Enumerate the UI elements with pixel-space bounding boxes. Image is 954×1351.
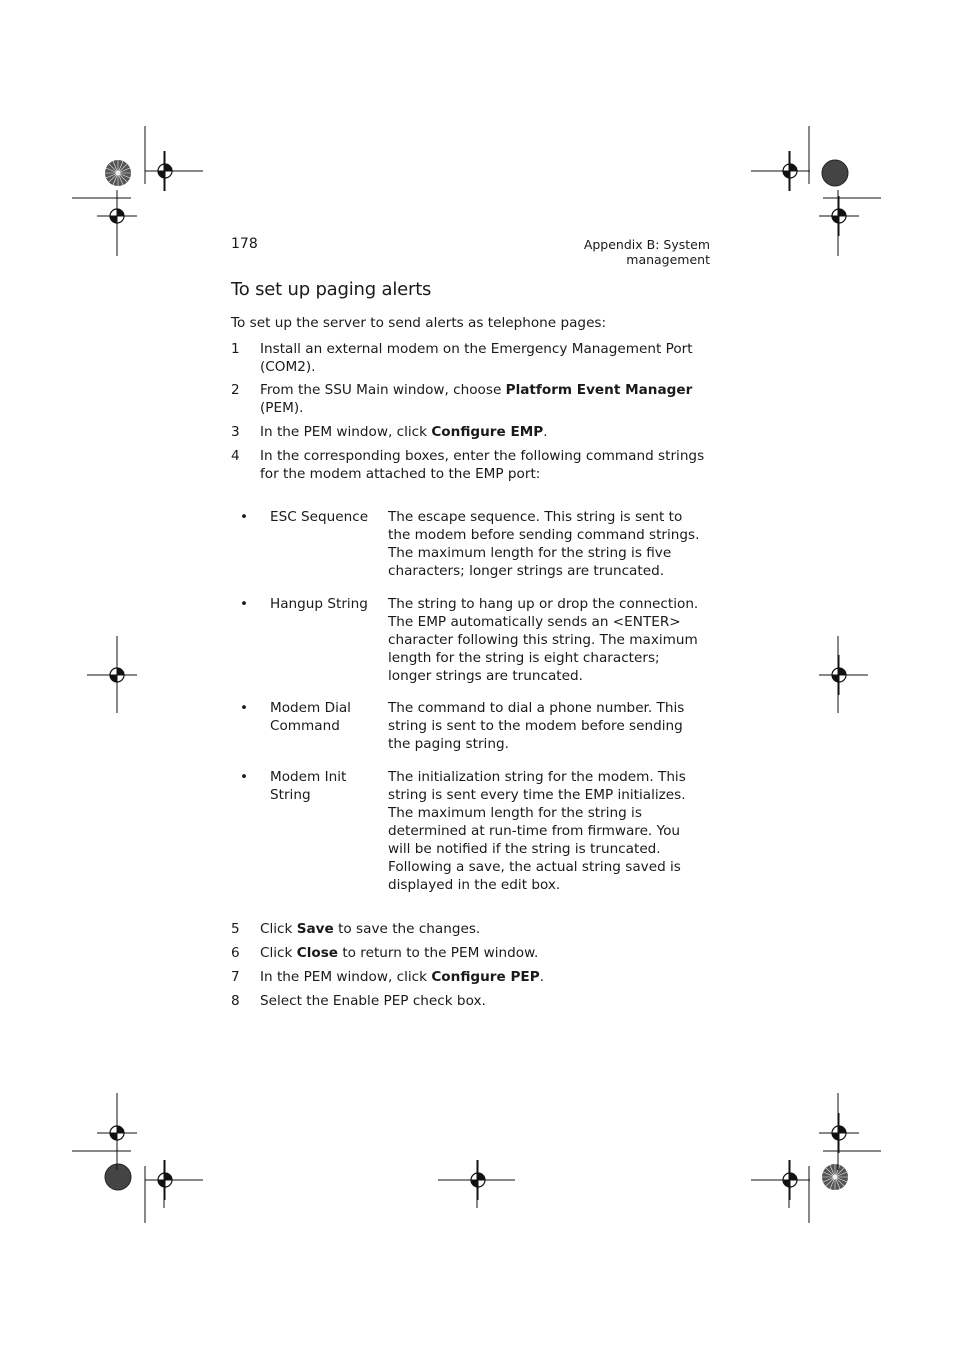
ui-term: Configure EMP	[431, 424, 544, 440]
step-number: 8	[231, 993, 240, 1009]
step-text: In the PEM window, click Configure EMP.	[260, 424, 548, 440]
step-text: From the SSU Main window, choose Platform Event Manager (PEM).	[260, 382, 693, 416]
section-heading: To set up paging alerts	[231, 279, 432, 300]
ui-term: Configure PEP	[431, 969, 540, 985]
step-number: 2	[231, 382, 240, 398]
step-number: 7	[231, 969, 240, 985]
ui-term: Close	[296, 945, 339, 961]
bullet: •	[240, 700, 249, 716]
page-number: 178	[231, 236, 258, 252]
step-number: 3	[231, 424, 240, 440]
intro-paragraph: To set up the server to send alerts as telephone pages:	[231, 315, 607, 331]
running-head: Appendix B: System management	[583, 237, 710, 267]
step-number: 6	[231, 945, 240, 961]
option-description: The command to dial a phone number. This string is sent to the modem before sending the paging string.	[388, 700, 685, 752]
option-description: The string to hang up or drop the connection. The EMP automatically sends an <ENTER> character following this string. The maximum length for the string is eight characters; longer strings are truncated.	[388, 596, 699, 684]
option-name: Modem Init String	[270, 769, 347, 803]
bullet: •	[240, 769, 249, 785]
registration-mark	[819, 196, 859, 236]
color-bar-mark-top-left	[105, 160, 131, 186]
step-text: In the corresponding boxes, enter the following command strings for the modem attached to the EMP port:	[260, 448, 705, 482]
step-text: In the PEM window, click Configure PEP.	[260, 969, 545, 985]
ui-term: Save	[296, 921, 334, 937]
step-text: Select the Enable PEP check box.	[260, 993, 486, 1009]
ui-term: Platform Event Manager	[505, 382, 693, 398]
option-description: The escape sequence. This string is sent to the modem before sending command strings. The maximum length for the string is five characters; longer strings are truncated.	[388, 509, 700, 579]
step-number: 4	[231, 448, 240, 464]
color-bar-mark-top-right	[822, 160, 848, 186]
option-name: Hangup String	[270, 596, 368, 612]
step-text: Click Close to return to the PEM window.	[260, 945, 539, 961]
step-number: 5	[231, 921, 240, 937]
registration-mark	[819, 1113, 859, 1153]
color-bar-mark-bottom-right	[822, 1164, 848, 1190]
color-bar-mark-bottom-left	[105, 1164, 131, 1190]
step-text: Click Save to save the changes.	[260, 921, 481, 937]
step-number: 1	[231, 341, 240, 357]
option-name: Modem Dial Command	[270, 700, 351, 734]
step-text: Install an external modem on the Emergency Management Port (COM2).	[260, 341, 693, 375]
option-description: The initialization string for the modem. This string is sent every time the EMP initializes. The maximum length for the string is determined at run-time from firmware. You will be notified if the string is truncated. Following a save, the actual string saved is displayed in the edit box.	[388, 769, 686, 893]
bullet: •	[240, 509, 249, 525]
bullet: •	[240, 596, 249, 612]
option-name: ESC Sequence	[270, 509, 369, 525]
